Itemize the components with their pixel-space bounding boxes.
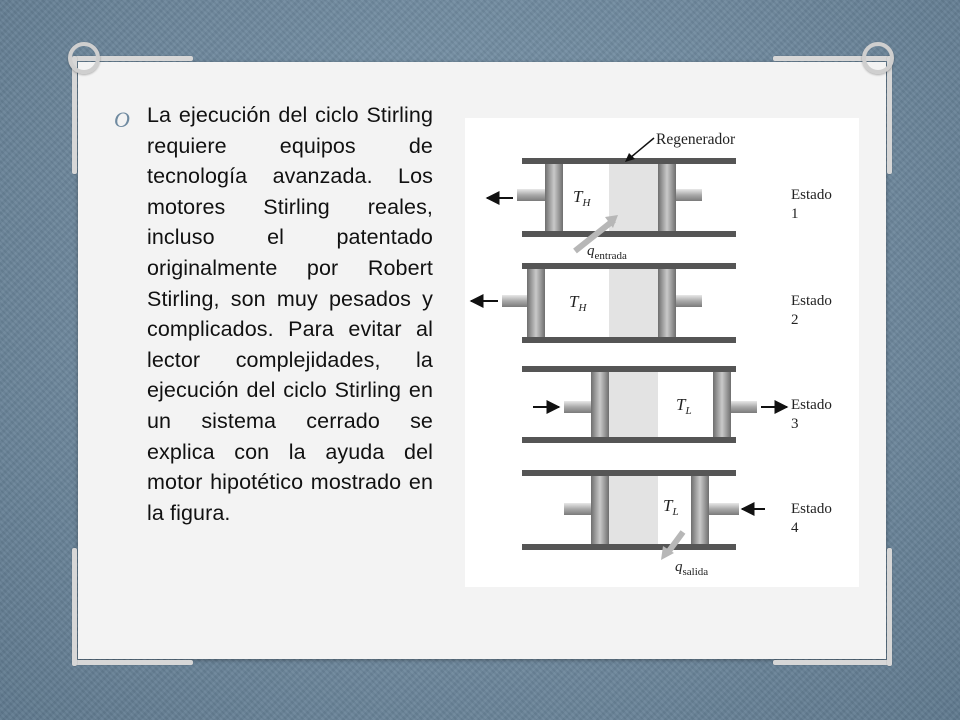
piston-rod: [502, 295, 527, 307]
piston-rod: [564, 503, 591, 515]
engine-state-1: [487, 131, 832, 262]
piston: [527, 269, 545, 337]
state-number-label: 4: [791, 520, 799, 536]
cylinder-wall-top: [522, 263, 736, 269]
engine-state-4: [522, 470, 832, 578]
frame-flourish: [75, 660, 193, 665]
state-word-label: Estado: [791, 293, 832, 309]
cylinder-wall-top: [522, 470, 736, 476]
state-number-label: 2: [791, 312, 799, 328]
piston-rod: [517, 189, 545, 201]
state-word-label: Estado: [791, 397, 832, 413]
bullet-marker: O: [114, 107, 130, 132]
piston: [658, 269, 676, 337]
piston-rod: [709, 503, 739, 515]
engine-state-3: [522, 366, 832, 443]
regenerator-block: [609, 269, 658, 340]
piston: [713, 372, 731, 437]
temperature-label: $T_L$: [676, 395, 692, 417]
piston: [691, 476, 709, 544]
temperature-label: $T_H$: [573, 187, 591, 209]
state-number-label: 3: [791, 416, 799, 432]
regenerator-label: Regenerador: [656, 131, 736, 148]
piston-rod: [676, 189, 702, 201]
frame-ring: [862, 42, 894, 74]
piston: [545, 164, 563, 231]
regenerator-block: [609, 164, 658, 234]
piston: [591, 372, 609, 437]
state-word-label: Estado: [791, 187, 832, 203]
frame-flourish: [773, 660, 891, 665]
regenerator-block: [609, 476, 658, 544]
stirling-diagram: [465, 118, 859, 587]
temperature-label: $T_H$: [569, 292, 587, 314]
body-paragraph: La ejecución del ciclo Stirling requiere equipos de tecnología avanzada. Los motores Stirling reales, incluso el patentado originalmente por Robert Stirling, son muy pesados y complicados. Para evitar al lector complejidades, la ejecución del ciclo Stirling en un sistema cerrado se explica con la ayuda del motor hipotético mostrado en la figura.: [147, 103, 433, 525]
heat-in-label: $q_{entrada}$: [587, 243, 627, 262]
cylinder-wall-bottom: [522, 544, 736, 550]
regenerator-leader: [630, 138, 654, 158]
state-word-label: Estado: [791, 501, 832, 517]
frame-flourish: [72, 56, 77, 174]
cylinder-wall-bottom: [522, 231, 736, 237]
regenerator-block: [609, 372, 658, 440]
frame-flourish: [887, 56, 892, 174]
piston-rod: [564, 401, 591, 413]
cylinder-wall-top: [522, 366, 736, 372]
frame-ring: [68, 42, 100, 74]
piston: [591, 476, 609, 544]
piston-rod: [731, 401, 757, 413]
piston: [658, 164, 676, 231]
state-number-label: 1: [791, 206, 799, 222]
frame-flourish: [887, 548, 892, 666]
cylinder-wall-bottom: [522, 337, 736, 343]
cylinder-wall-bottom: [522, 437, 736, 443]
piston-rod: [676, 295, 702, 307]
heat-out-label: $q_{salida}$: [675, 559, 709, 578]
temperature-label: $T_L$: [663, 496, 679, 518]
engine-state-2: [471, 263, 832, 343]
frame-flourish: [72, 548, 77, 666]
